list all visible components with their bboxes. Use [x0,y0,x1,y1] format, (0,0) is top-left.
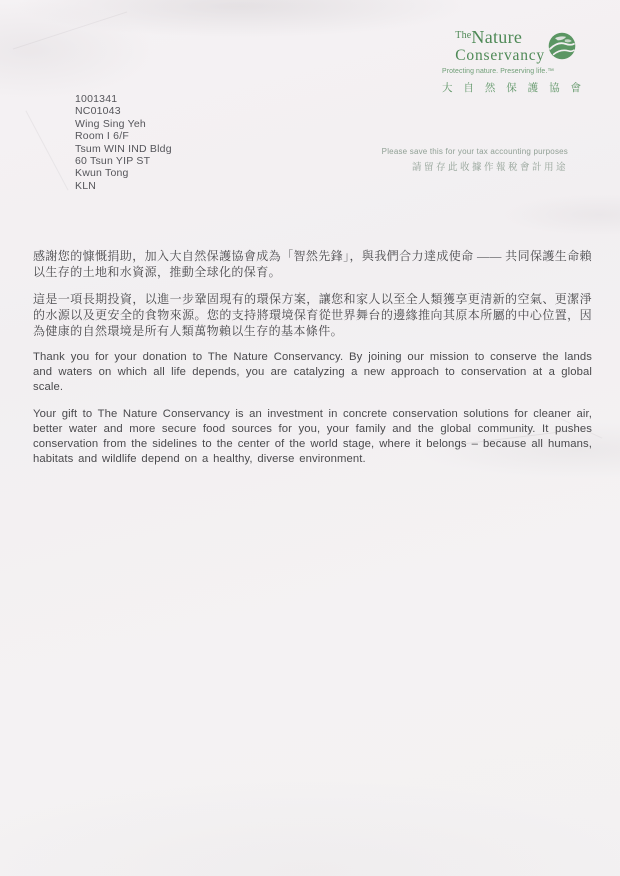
recipient-line-ref: NC01043 [75,105,121,118]
recipient-line-room: Room I 6/F [75,130,129,143]
org-name-the: The [455,30,472,41]
paragraph-english-1: Thank you for your donation to The Nature Conservancy. By joining our mission to conserve the lands and waters on which all life depends, you are catalyzing a new approach to conservation at a global scale. [33,351,592,394]
org-logo [442,28,576,64]
recipient-line-building: Tsum WIN IND Bldg [75,142,172,155]
globe-leaf-logo-icon [548,32,576,60]
scan-crease [25,111,68,191]
tax-note [382,147,568,173]
letterhead [442,27,586,95]
org-name-chinese: 大 自 然 保 護 協 會 [442,81,586,94]
org-tagline: Protecting nature. Preserving life.™ [442,67,555,75]
org-name-nature: Nature [471,27,523,47]
recipient-line-donor-id: 1001341 [75,93,118,105]
paragraph-chinese-1: 感謝您的慷慨捐助，加入大自然保護協會成為「智然先鋒」，與我們合力達成使命 —— 共同保護生命賴以生存的土地和水資源，推動全球化的保育。 [33,249,592,279]
recipient-address-block [75,93,172,192]
recipient-line-region: KLN [75,179,97,192]
letter-body [33,248,592,478]
paragraph-chinese-2: 這是一項長期投資，以進一步鞏固現有的環保方案，讓您和家人以至全人類獲享更清新的空氣、更潔淨的水源以及更安全的食物來源。您的支持將環境保育從世界舞台的邊緣推向其原本所屬的中心位置，因為健康的自然環境是所有人類萬物賴以生存的基本條件。 [33,292,592,338]
tax-note-english: Please save this for your tax accounting purposes [381,147,568,156]
scan-crease [13,11,127,49]
org-logo-wordmark [455,28,545,64]
recipient-line-street: 60 Tsun YIP ST [75,155,151,168]
tax-note-chinese: 請留存此收據作報稅會計用途 [411,163,568,173]
org-name-conservancy: Conservancy [455,47,545,64]
paragraph-english-2: Your gift to The Nature Conservancy is an investment in concrete conservation solutions for cleaner air, better water and more secure food sources for you, your family and the global community. It pushes conservation from the sidelines to the center of the world stage, where it belongs – because all humans, habitats and wildlife depend on a healthy, diverse environment. [33,407,592,466]
org-name-line1 [455,28,545,47]
recipient-line-district: Kwun Tong [75,167,129,180]
recipient-line-name: Wing Sing Yeh [75,117,146,130]
